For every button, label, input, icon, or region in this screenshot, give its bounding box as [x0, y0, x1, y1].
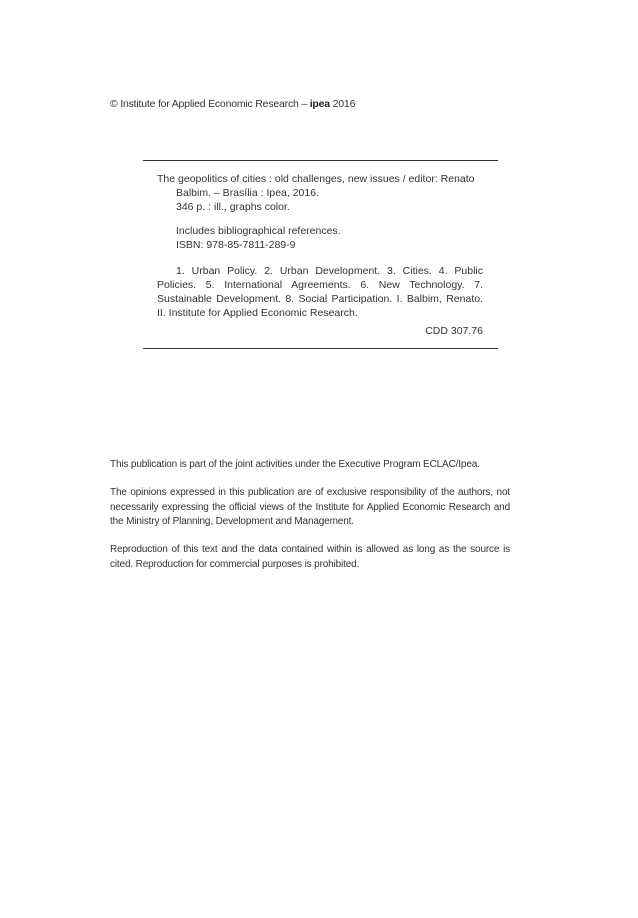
reproduction-note: Reproduction of this text and the data contained within is allowed as long as the source is cited. Reproduction for commercial purposes is prohibited.	[110, 544, 510, 570]
catalog-title-line-2: Balbim. – Brasília : Ipea, 2016.	[176, 187, 319, 199]
catalog-bibliography-note: Includes bibliographical references.	[176, 225, 341, 237]
publisher-brand: ipea	[309, 98, 330, 110]
catalog-subjects: 1. Urban Policy. 2. Urban Development. 3. Cities. 4. Public Policies. 5. International Agreements. 6. New Technology. 7. Sustainable Development. 8. Social Participation. I. Balbim, Renato. II. Institute for Applied Economic Research.	[157, 265, 483, 319]
disclaimer-note: The opinions expressed in this publication are of exclusive responsibility of the authors, not necessarily expressing the official views of the Institute for Applied Economic Research and the Ministry of Planning, Development and Management.	[110, 487, 510, 527]
joint-activities-note: This publication is part of the joint activities under the Executive Program ECLAC/Ipea.	[110, 459, 480, 470]
catalog-title-line-3: 346 p. : ill., graphs color.	[176, 201, 290, 213]
catalog-notes-block	[157, 224, 502, 252]
copyright-notice	[110, 98, 355, 110]
copyright-year: 2016	[329, 98, 356, 110]
catalog-title-block	[157, 172, 483, 214]
copyright-prefix: © Institute for Applied Economic Research –	[110, 98, 310, 110]
catalog-isbn: ISBN: 978-85-7811-289-9	[176, 239, 296, 251]
catalog-cdd: CDD 307.76	[425, 325, 483, 337]
catalog-title-line-1: The geopolitics of cities : old challenges, new issues / editor: Renato	[157, 173, 475, 185]
catalog-bottom-rule	[143, 348, 498, 349]
catalog-top-rule	[143, 160, 498, 161]
